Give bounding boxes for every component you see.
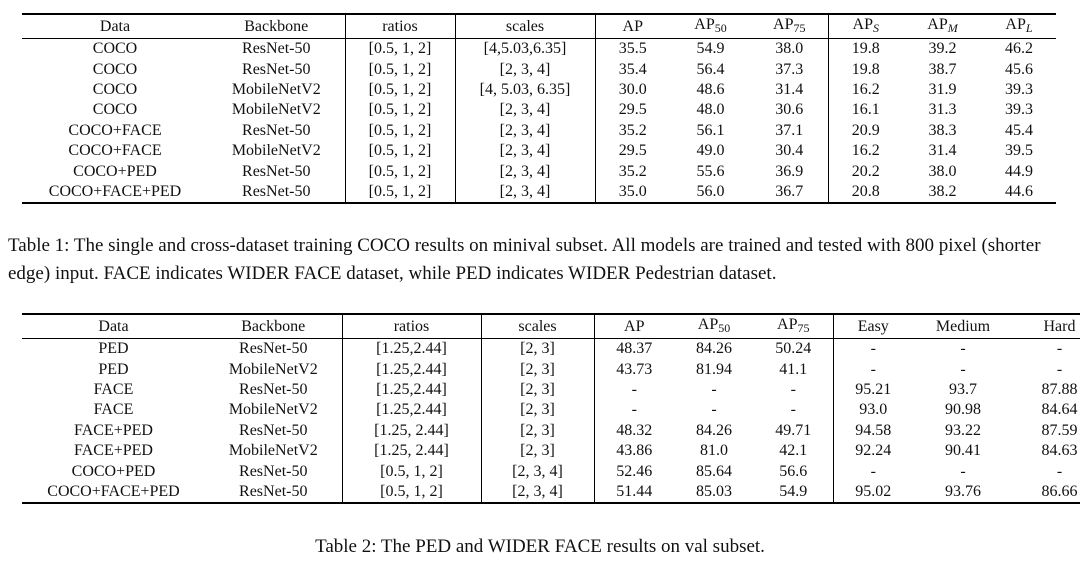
table-cell: 37.1 — [751, 121, 828, 141]
table-cell: ResNet-50 — [208, 161, 345, 181]
table-1 — [22, 13, 1056, 204]
column-header — [208, 14, 345, 39]
column-header-label: AP — [624, 317, 645, 335]
table-cell: COCO — [92, 40, 138, 58]
table-cell: [2, 3, 4] — [455, 59, 595, 79]
table-cell: 48.32 — [616, 421, 653, 439]
table-cell: - — [711, 401, 717, 419]
table-cell: ResNet-50 — [208, 182, 345, 203]
table-cell: MobileNetV2 — [208, 80, 345, 100]
column-header-label: Backbone — [244, 17, 309, 35]
table-cell: 35.4 — [618, 60, 647, 78]
table-cell: 39.3 — [1005, 80, 1033, 98]
table-cell: [0.5, 1, 2] — [345, 141, 455, 161]
table-row — [22, 400, 1080, 420]
table-cell: 35.0 — [618, 182, 647, 200]
column-header-label: AP — [1005, 16, 1026, 33]
table-cell: 93.7 — [949, 380, 977, 398]
column-header-label: Data — [99, 17, 131, 35]
table-cell: [0.5, 1, 2] — [342, 482, 481, 503]
table-cell: [2, 3, 4] — [455, 141, 595, 161]
table-cell: 16.2 — [851, 142, 880, 160]
column-header — [1013, 314, 1080, 339]
table-cell: [2, 3] — [481, 380, 594, 400]
table-cell: 49.0 — [696, 142, 725, 160]
table-cell: 38.2 — [928, 182, 957, 200]
table-cell: COCO — [92, 60, 138, 78]
table-cell: COCO — [92, 101, 138, 119]
table-cell: FACE — [93, 380, 134, 398]
table-cell: 84.64 — [1041, 401, 1078, 419]
column-header-subscript: M — [947, 21, 958, 35]
table-cell: 39.5 — [1005, 142, 1033, 160]
table-cell: 90.41 — [945, 442, 981, 460]
table-cell: 95.21 — [855, 380, 892, 398]
table-cell: [0.5, 1, 2] — [345, 59, 455, 79]
table-cell: 31.9 — [928, 80, 957, 98]
table-cell: 81.0 — [700, 442, 728, 460]
table-cell: [2, 3, 4] — [455, 121, 595, 141]
table-2-caption: Table 2: The PED and WIDER FACE results on val subset. — [315, 536, 765, 557]
table-row — [22, 461, 1080, 481]
table-cell: 90.98 — [945, 401, 981, 419]
column-header-subscript: 50 — [714, 21, 727, 35]
column-header-label: AP — [777, 316, 798, 333]
table-cell: 94.58 — [855, 421, 892, 439]
table-cell: [1.25,2.44] — [342, 359, 481, 379]
table-cell: COCO+PED — [73, 162, 157, 180]
table-cell: ResNet-50 — [205, 482, 342, 503]
table-row — [22, 421, 1080, 441]
table-cell: FACE — [93, 401, 134, 419]
column-header — [833, 314, 913, 339]
table-cell: - — [1056, 360, 1063, 378]
table-cell: 30.6 — [751, 100, 828, 120]
table-cell: 48.6 — [696, 80, 725, 98]
column-header-subscript: S — [872, 21, 879, 35]
column-header-label: AP — [773, 16, 794, 33]
table-cell: MobileNetV2 — [205, 441, 342, 461]
table-cell: [2, 3] — [481, 359, 594, 379]
table-cell: - — [711, 380, 717, 398]
column-header-label: AP — [927, 16, 948, 33]
column-header-label: ratios — [382, 17, 418, 35]
table-cell: ResNet-50 — [205, 461, 342, 481]
table-row — [22, 182, 1056, 203]
table-cell: [0.5, 1, 2] — [345, 80, 455, 100]
table-cell: ResNet-50 — [205, 380, 342, 400]
table-cell: 38.0 — [751, 39, 828, 60]
table-cell: 52.46 — [616, 462, 653, 480]
column-header — [594, 314, 674, 339]
table-cell: 45.6 — [1005, 60, 1033, 78]
table-cell: ResNet-50 — [208, 121, 345, 141]
table-cell: 30.4 — [751, 141, 828, 161]
table-cell: 95.02 — [855, 482, 892, 500]
table-cell: 86.66 — [1041, 482, 1078, 500]
column-header — [903, 14, 982, 39]
table-1-body — [22, 39, 1056, 204]
table-cell: - — [870, 462, 876, 480]
table-cell: 20.9 — [851, 121, 880, 139]
column-header — [345, 14, 455, 39]
column-header — [828, 14, 903, 39]
column-header-subscript: 75 — [797, 321, 810, 335]
table-cell: [0.5, 1, 2] — [345, 39, 455, 60]
table-cell: [4, 5.03, 6.35] — [455, 80, 595, 100]
column-header — [342, 314, 481, 339]
table-cell: [0.5, 1, 2] — [345, 100, 455, 120]
table-cell: [0.5, 1, 2] — [345, 182, 455, 203]
table-cell: MobileNetV2 — [205, 359, 342, 379]
table-cell: 20.8 — [851, 182, 880, 200]
table-row — [22, 80, 1056, 100]
table-cell: COCO+FACE — [68, 142, 162, 160]
table-cell: 35.2 — [618, 121, 647, 139]
column-header-label: AP — [694, 16, 715, 33]
table-cell: [1.25,2.44] — [342, 380, 481, 400]
table-cell: COCO+FACE — [68, 121, 162, 139]
table-cell: [2, 3, 4] — [455, 100, 595, 120]
table-cell: 56.1 — [696, 121, 725, 139]
table-cell: COCO — [92, 80, 138, 98]
column-header-label: AP — [852, 16, 873, 33]
table-cell: 38.0 — [928, 162, 957, 180]
table-row — [22, 380, 1080, 400]
column-header-label: Medium — [935, 317, 991, 335]
table-cell: [2, 3, 4] — [455, 182, 595, 203]
column-header — [22, 14, 208, 39]
table-cell: [2, 3] — [481, 400, 594, 420]
table-row — [22, 359, 1080, 379]
table-cell: - — [754, 380, 833, 400]
column-header — [751, 14, 828, 39]
column-header-label: AP — [622, 17, 643, 35]
table-cell: - — [754, 400, 833, 420]
table-cell: 48.37 — [616, 340, 653, 358]
table-cell: [1.25, 2.44] — [342, 441, 481, 461]
table-row — [22, 121, 1056, 141]
table-cell: 93.22 — [945, 421, 981, 439]
column-header — [754, 314, 833, 339]
table-row — [22, 441, 1080, 461]
table-cell: 45.4 — [1005, 121, 1033, 139]
column-header — [913, 314, 1013, 339]
table-cell: 46.2 — [1005, 40, 1033, 58]
table-cell: COCO+PED — [71, 462, 156, 480]
table-cell: 51.44 — [616, 482, 653, 500]
table-cell: - — [960, 360, 966, 378]
column-header-label: scales — [505, 17, 545, 35]
table-cell: [2, 3, 4] — [481, 461, 594, 481]
table-cell: 84.26 — [696, 340, 732, 358]
table-cell: MobileNetV2 — [205, 400, 342, 420]
table-cell: FACE+PED — [74, 421, 153, 439]
table-cell: 29.5 — [618, 101, 647, 119]
table-cell: 49.71 — [754, 421, 833, 441]
column-header — [674, 314, 754, 339]
table-cell: ResNet-50 — [208, 59, 345, 79]
table-cell: [1.25, 2.44] — [342, 421, 481, 441]
table-row — [22, 482, 1080, 503]
table-cell: 81.94 — [696, 360, 732, 378]
table-cell: 44.6 — [1005, 182, 1033, 200]
table-cell: 87.59 — [1041, 421, 1078, 439]
table-cell: - — [960, 462, 966, 480]
table-cell: 41.1 — [754, 359, 833, 379]
table-cell: 87.88 — [1041, 380, 1078, 398]
table-cell: [2, 3, 4] — [455, 161, 595, 181]
table-cell: 85.64 — [696, 462, 732, 480]
table-cell: [1.25,2.44] — [342, 339, 481, 360]
table-cell: [2, 3] — [481, 441, 594, 461]
table-cell: 35.5 — [618, 40, 647, 58]
table-cell: MobileNetV2 — [208, 141, 345, 161]
table-cell: [0.5, 1, 2] — [345, 161, 455, 181]
table-cell: 35.2 — [618, 162, 647, 180]
table-cell: PED — [98, 360, 129, 378]
table-cell: 39.2 — [928, 40, 957, 58]
table-cell: 19.8 — [851, 60, 880, 78]
table-row — [22, 39, 1056, 60]
table-cell: 93.0 — [859, 401, 888, 419]
table-cell: 84.63 — [1041, 442, 1078, 460]
table-cell: - — [1056, 340, 1063, 358]
table-cell: [2, 3] — [481, 339, 594, 360]
table-cell: 43.73 — [616, 360, 653, 378]
table-2-header — [22, 314, 1080, 339]
column-header-label: Easy — [857, 317, 889, 335]
table-cell: 54.9 — [696, 40, 725, 58]
table-cell: [0.5, 1, 2] — [342, 461, 481, 481]
table-cell: 36.9 — [751, 161, 828, 181]
table-cell: 37.3 — [751, 59, 828, 79]
column-header-subscript: L — [1025, 21, 1033, 35]
table-cell: FACE+PED — [74, 442, 153, 460]
column-header-label: ratios — [393, 317, 430, 335]
column-header — [982, 14, 1056, 39]
table-cell: 36.7 — [751, 182, 828, 203]
column-header — [670, 14, 751, 39]
table-cell: 56.0 — [696, 182, 725, 200]
table-cell: 92.24 — [855, 442, 892, 460]
table-cell: - — [1056, 462, 1063, 480]
table-cell: [2, 3, 4] — [481, 482, 594, 503]
table-cell: 55.6 — [696, 162, 725, 180]
table-row — [22, 161, 1056, 181]
table-cell: ResNet-50 — [205, 421, 342, 441]
table-cell: 50.24 — [754, 339, 833, 360]
table-cell: 44.9 — [1005, 162, 1033, 180]
table-cell: ResNet-50 — [205, 339, 342, 360]
column-header-subscript: 75 — [793, 21, 806, 35]
table-cell: COCO+FACE+PED — [47, 482, 180, 500]
table-cell: ResNet-50 — [208, 39, 345, 60]
column-header — [455, 14, 595, 39]
table-cell: 84.26 — [696, 421, 732, 439]
column-header-label: Hard — [1043, 317, 1076, 335]
column-header — [205, 314, 342, 339]
table-cell: 38.3 — [928, 121, 957, 139]
column-header-label: AP — [697, 316, 719, 333]
table-2 — [22, 313, 1080, 504]
column-header-label: Backbone — [241, 317, 306, 335]
table-cell: - — [631, 401, 637, 419]
table-cell: [2, 3] — [481, 421, 594, 441]
table-cell: - — [870, 340, 876, 358]
table-row — [22, 141, 1056, 161]
table-2-body — [22, 339, 1080, 504]
table-row — [22, 100, 1056, 120]
column-header — [22, 314, 205, 339]
table-cell: [0.5, 1, 2] — [345, 121, 455, 141]
table-cell: 31.4 — [928, 142, 957, 160]
column-header — [595, 14, 670, 39]
column-header-label: scales — [518, 317, 557, 335]
table-cell: 16.1 — [851, 101, 880, 119]
table-row — [22, 59, 1056, 79]
table-cell: 85.03 — [696, 482, 732, 500]
table-cell: 31.3 — [928, 101, 957, 119]
table-1-header — [22, 14, 1056, 39]
column-header-label: Data — [98, 317, 129, 335]
table-cell: - — [631, 380, 637, 398]
table-cell: 20.2 — [851, 162, 880, 180]
table-cell: - — [870, 360, 876, 378]
table-cell: [4,5.03,6.35] — [455, 39, 595, 60]
column-header — [481, 314, 594, 339]
table-row — [22, 339, 1080, 360]
table-cell: PED — [98, 340, 129, 358]
table-cell: MobileNetV2 — [208, 100, 345, 120]
table-cell: 39.3 — [1005, 101, 1033, 119]
table-cell: 31.4 — [751, 80, 828, 100]
table-cell: 29.5 — [618, 142, 647, 160]
table-cell: 54.9 — [754, 482, 833, 503]
table-cell: 93.76 — [945, 482, 981, 500]
table-cell: 30.0 — [618, 80, 647, 98]
table-1-caption: Table 1: The single and cross-dataset training COCO results on minival subset. All models are trained and tested with 800 pixel (shorter edge) input. FACE indicates WIDER FACE dataset, while PED indicates WIDER Pedestrian dataset. — [8, 235, 1041, 284]
table-cell: - — [960, 340, 966, 358]
table-cell: 38.7 — [928, 60, 957, 78]
table-cell: 56.4 — [696, 60, 725, 78]
table-cell: 43.86 — [616, 442, 653, 460]
table-cell: 56.6 — [754, 461, 833, 481]
table-cell: [1.25,2.44] — [342, 400, 481, 420]
table-cell: 19.8 — [851, 40, 880, 58]
table-cell: 16.2 — [851, 80, 880, 98]
column-header-subscript: 50 — [718, 321, 731, 335]
table-cell: 48.0 — [696, 101, 725, 119]
table-cell: COCO+FACE+PED — [48, 182, 182, 200]
table-cell: 42.1 — [754, 441, 833, 461]
